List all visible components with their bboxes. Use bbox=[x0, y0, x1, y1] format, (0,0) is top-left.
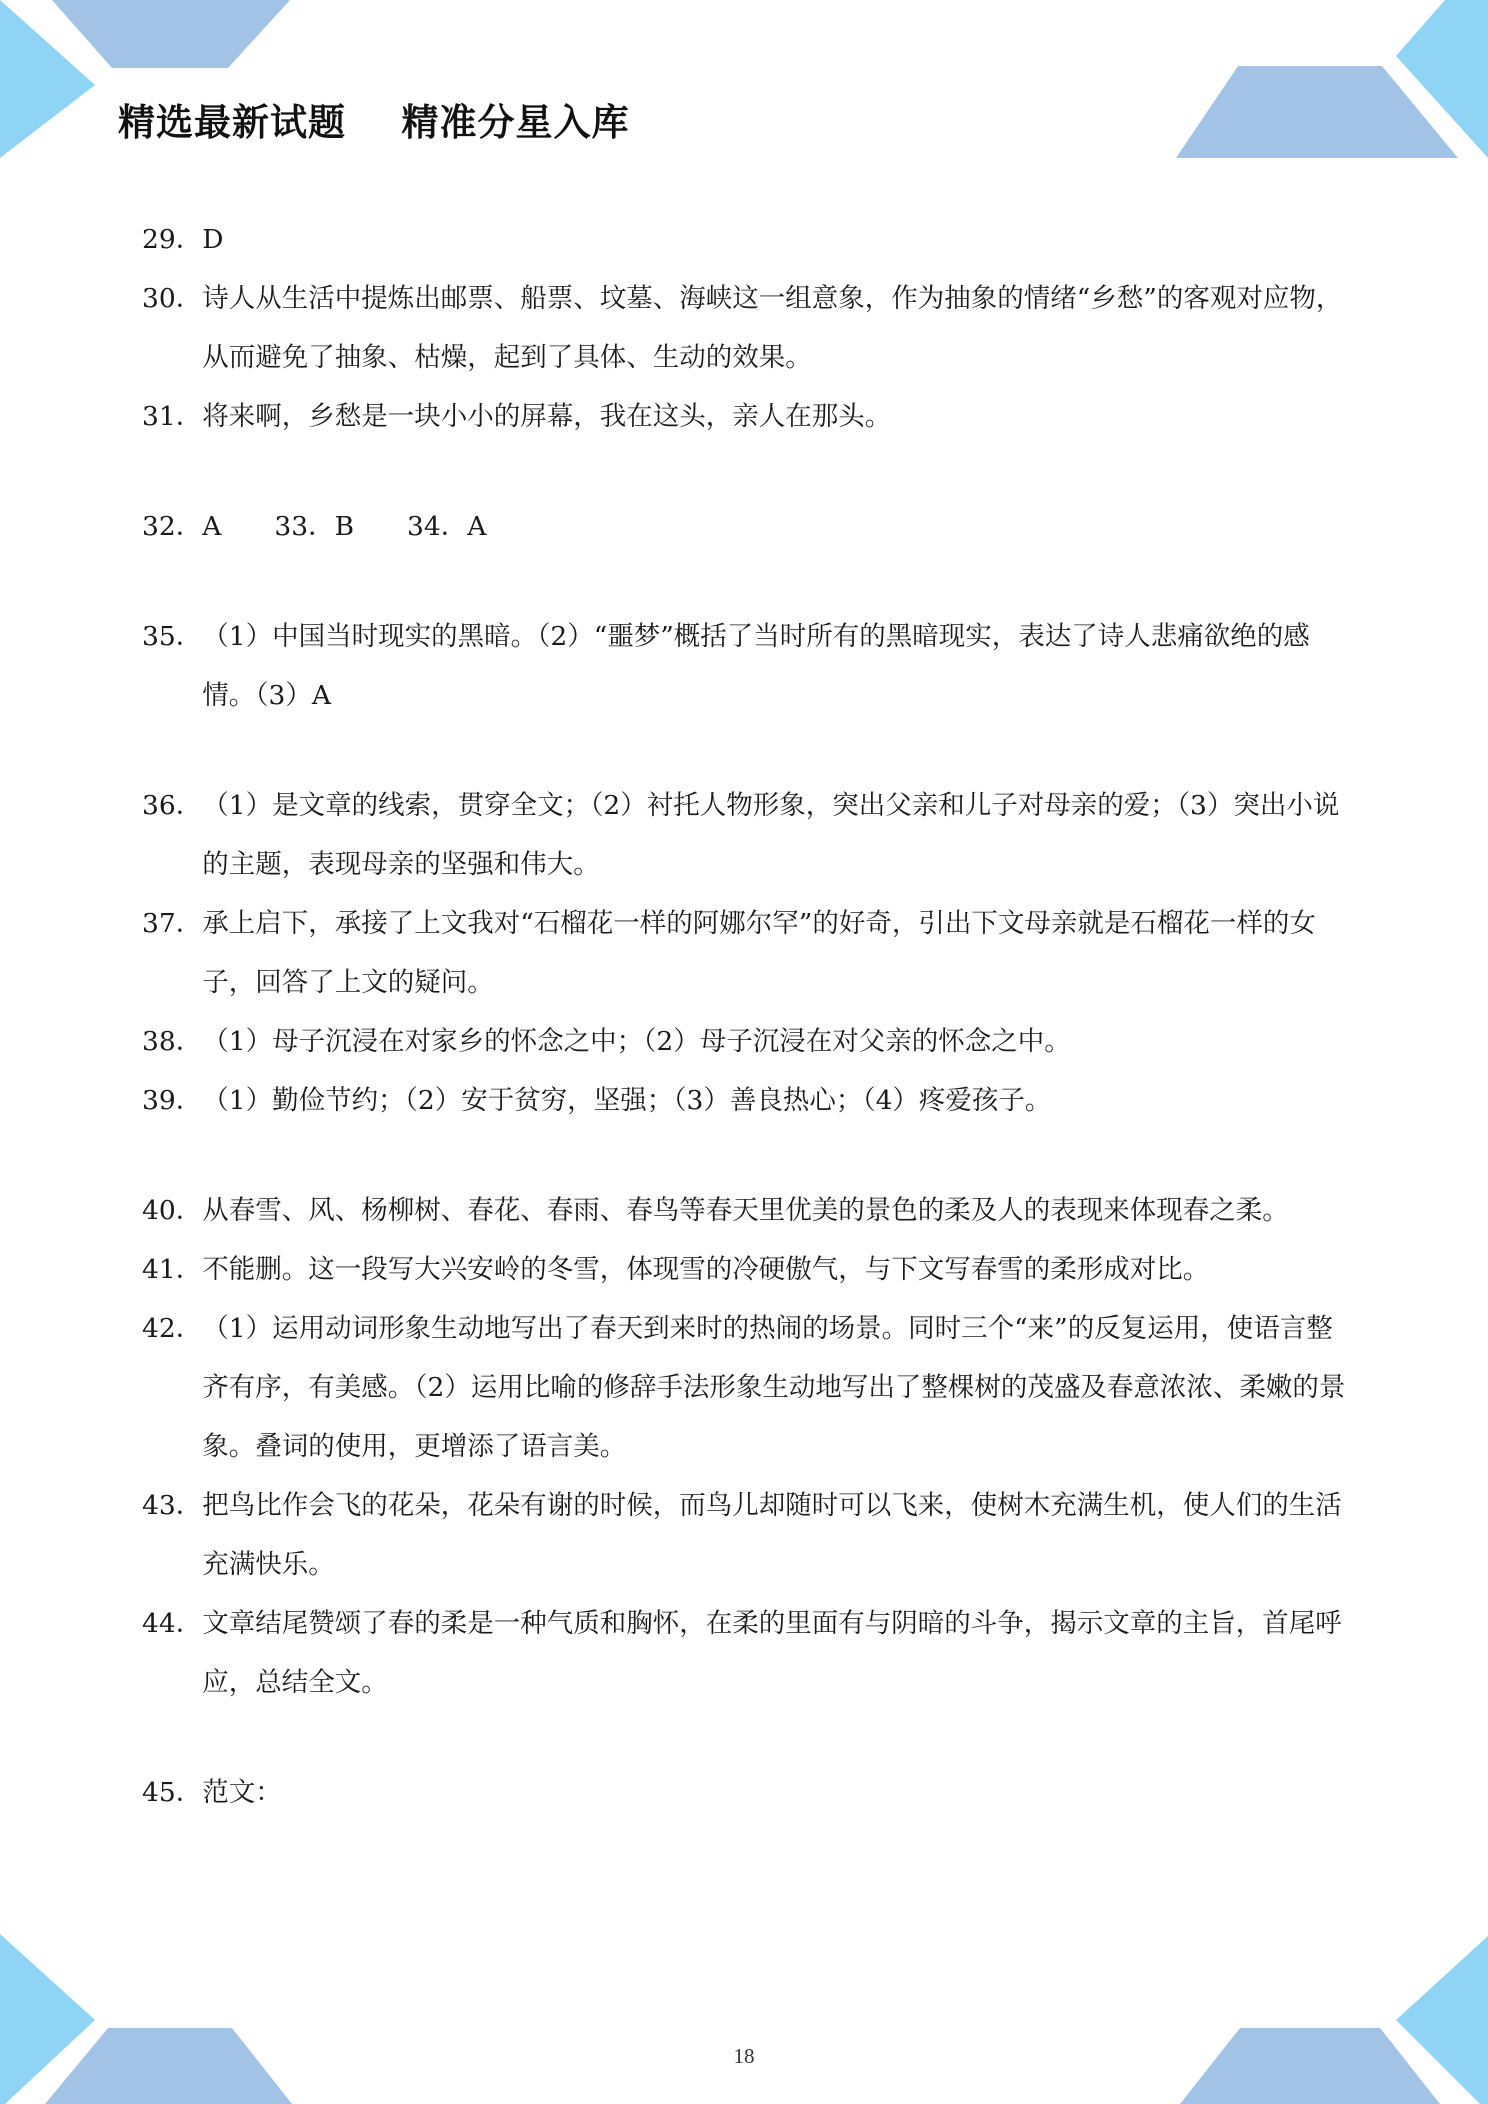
answer-item bbox=[142, 1594, 1354, 1712]
answer-number: 38． bbox=[142, 1026, 203, 1057]
answer-number: 29． bbox=[142, 224, 203, 255]
answer-text: 诗人从生活中提炼出邮票、船票、坟墓、海峡这一组意象，作为抽象的情绪“乡愁”的客观对应物，从而避免了抽象、枯燥，起到了具体、生动的效果。 bbox=[202, 283, 1343, 373]
answer-text: 将来啊，乡愁是一块小小的屏幕，我在这头，亲人在那头。 bbox=[202, 401, 892, 432]
answer-item bbox=[142, 269, 1354, 387]
answer-text: （1）运用动词形象生动地写出了春天到来时的热闹的场景。同时三个“来”的反复运用，使语言整齐有序，有美感。（2）运用比喻的修辞手法形象生动地写出了整棵树的茂盛及春意浓浓、柔嫩的景象。叠词的使用，更增添了语言美。 bbox=[202, 1313, 1346, 1462]
page-number: 18 bbox=[733, 2044, 755, 2068]
answer-number: 41． bbox=[142, 1254, 203, 1285]
answer-text: 文章结尾赞颂了春的柔是一种气质和胸怀，在柔的里面有与阴暗的斗争，揭示文章的主旨，首尾呼应，总结全文。 bbox=[202, 1608, 1342, 1698]
answer-item bbox=[142, 1181, 1354, 1240]
answer-item bbox=[142, 894, 1354, 1012]
answer-item bbox=[142, 387, 1354, 446]
answer-item bbox=[142, 776, 1354, 894]
answer-item bbox=[142, 1476, 1354, 1594]
answer-item bbox=[142, 1763, 1354, 1822]
answer-item bbox=[142, 497, 1354, 556]
answer-number: 40． bbox=[142, 1195, 203, 1226]
top-left-trapezoid bbox=[52, 0, 290, 68]
answer-item bbox=[142, 1071, 1354, 1130]
answer-text: 范文： bbox=[202, 1777, 282, 1808]
answer-text: （1）中国当时现实的黑暗。（2）“噩梦”概括了当时所有的黑暗现实，表达了诗人悲痛欲绝的感情。（3）A bbox=[202, 621, 1310, 711]
answer-number: 39． bbox=[142, 1085, 203, 1116]
header-title: 精选最新试题 精准分星入库 bbox=[118, 101, 630, 144]
answer-item bbox=[142, 607, 1354, 725]
answer-number: 35． bbox=[142, 621, 203, 652]
answer-number: 43． bbox=[142, 1490, 203, 1521]
answer-text: 从春雪、风、杨柳树、春花、春雨、春鸟等春天里优美的景色的柔及人的表现来体现春之柔。 bbox=[202, 1195, 1289, 1226]
answer-number: 31． bbox=[142, 401, 203, 432]
answer-number: 44． bbox=[142, 1608, 203, 1639]
answer-text: 不能删。这一段写大兴安岭的冬雪，体现雪的冷硬傲气，与下文写春雪的柔形成对比。 bbox=[202, 1254, 1210, 1285]
top-right-trapezoid bbox=[1176, 66, 1458, 158]
answer-text: 把鸟比作会飞的花朵，花朵有谢的时候，而鸟儿却随时可以飞来，使树木充满生机，使人们的生活充满快乐。 bbox=[202, 1490, 1342, 1580]
answer-text: 承上启下，承接了上文我对“石榴花一样的阿娜尔罕”的好奇，引出下文母亲就是石榴花一样的女子，回答了上文的疑问。 bbox=[202, 908, 1316, 998]
answer-number: 37． bbox=[142, 908, 203, 939]
answer-text: （1）勤俭节约；（2）安于贫穷，坚强；（3）善良热心；（4）疼爱孩子。 bbox=[202, 1085, 1052, 1116]
answer-item bbox=[142, 1240, 1354, 1299]
answer-list bbox=[142, 210, 1354, 1822]
answer-item bbox=[142, 210, 1354, 269]
answer-number: 42． bbox=[142, 1313, 203, 1344]
answer-text: 32．A 33．B 34．A bbox=[142, 511, 487, 542]
answer-text: （1）是文章的线索，贯穿全文；（2）衬托人物形象，突出父亲和儿子对母亲的爱；（3）突出小说的主题，表现母亲的坚强和伟大。 bbox=[202, 790, 1340, 880]
answer-text: （1）母子沉浸在对家乡的怀念之中；（2）母子沉浸在对父亲的怀念之中。 bbox=[202, 1026, 1071, 1057]
answer-item bbox=[142, 1012, 1354, 1071]
answer-number: 45． bbox=[142, 1777, 203, 1808]
answer-number: 30． bbox=[142, 283, 203, 314]
answer-number: 36． bbox=[142, 790, 203, 821]
answer-text: D bbox=[202, 224, 224, 255]
answer-item bbox=[142, 1299, 1354, 1476]
